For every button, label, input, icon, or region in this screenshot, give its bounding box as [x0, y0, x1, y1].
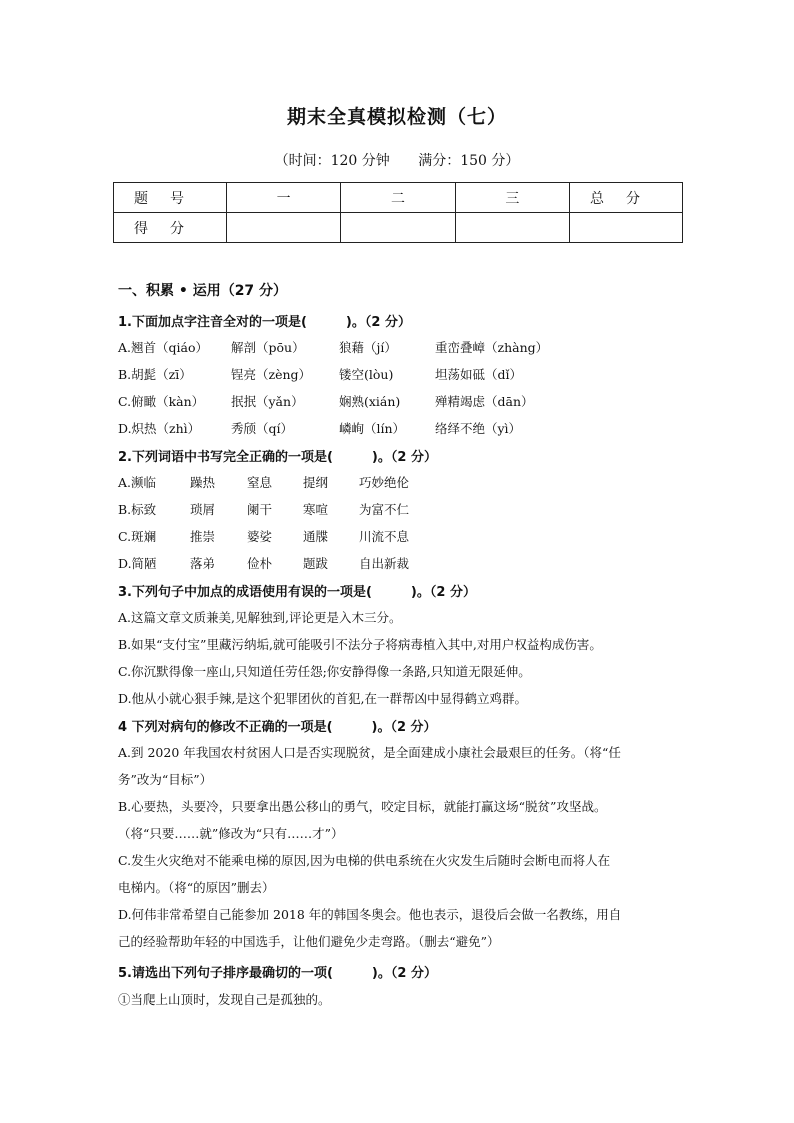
option-term: B.胡髭（zī） [118, 367, 192, 382]
q4-line: 己的经验帮助年轻的中国选手，让他们避免少走弯路。（删去“避免”） [118, 934, 500, 949]
option-term: C.俯瞰（kàn） [118, 394, 205, 409]
option-term: 坦荡如砥（dǐ） [435, 367, 522, 382]
question-5-stem: 5.请选出下列句子排序最确切的一项( )。（2 分） [118, 966, 437, 981]
q4-line: 电梯内。（将“的原因”删去） [118, 880, 275, 895]
score-table-col-2: 二 [341, 183, 455, 213]
q3-option-c: C.你沉默得像一座山,只知道任劳任怨;你安静得像一条路,只知道无限延伸。 [118, 664, 531, 679]
q4-line: 务”改为“目标”） [118, 772, 213, 787]
score-table-header-row [114, 183, 683, 213]
option-term: 络绎不绝（yì） [435, 421, 522, 436]
score-table-score-row [114, 213, 683, 243]
option-term: 解剖（pōu） [231, 340, 305, 355]
option-word: 题跋 [303, 556, 329, 571]
score-cell-3[interactable] [455, 213, 569, 243]
option-word: 窒息 [247, 475, 273, 490]
option-word: 川流不息 [359, 529, 410, 544]
option-term: 娴熟(xián) [339, 394, 401, 409]
q4-line: A.到 2020 年我国农村贫困人口是否实现脱贫，是全面建成小康社会最艰巨的任务。（将“任 [118, 745, 621, 760]
q4-line: B.心要热，头要冷，只要拿出愚公移山的勇气，咬定目标，就能打赢这场“脱贫”攻坚战。 [118, 799, 607, 814]
score-table-col-1: 一 [227, 183, 341, 213]
option-word: 通牒 [303, 529, 329, 544]
q3-option-a: A.这篇文章文质兼美,见解独到,评论更是入木三分。 [118, 610, 402, 625]
question-4-stem: 4 下列对病句的修改不正确的一项是( )。（2 分） [118, 720, 437, 735]
option-term: 抿抿（yǎn） [231, 394, 304, 409]
time-limit: （时间：120 分钟 [274, 153, 390, 169]
question-3-stem: 3.下列句子中加点的成语使用有误的一项是( )。（2 分） [118, 585, 476, 600]
score-table-header-label: 题号 [114, 183, 227, 213]
page-title: 期末全真模拟检测（七） [286, 106, 507, 128]
section-heading: 一、积累 • 运用（27 分） [118, 283, 288, 299]
option-term: 镂空(lòu) [339, 367, 394, 382]
score-table-col-3: 三 [455, 183, 569, 213]
score-table-score-label: 得分 [114, 213, 227, 243]
option-word: 婆娑 [247, 529, 273, 544]
exam-info [0, 150, 794, 170]
option-word: 落弟 [190, 556, 216, 571]
option-word: C.斑斓 [118, 529, 157, 544]
option-word: 为富不仁 [359, 502, 410, 517]
option-term: D.炽热（zhì） [118, 421, 201, 436]
option-word: 自出新裁 [359, 556, 410, 571]
score-table-col-total: 总分 [570, 183, 683, 213]
option-term: 锃亮（zèng） [231, 367, 312, 382]
option-word: A.濒临 [118, 475, 157, 490]
option-word: 琐屑 [190, 502, 216, 517]
q3-option-d: D.他从小就心狠手辣,是这个犯罪团伙的首犯,在一群帮凶中显得鹤立鸡群。 [118, 691, 527, 706]
q4-line: D.何伟非常希望自己能参加 2018 年的韩国冬奥会。他也表示，退役后会做一名教练，用自 [118, 907, 622, 922]
option-term: 狼藉（jí） [339, 340, 397, 355]
option-word: 俭朴 [247, 556, 273, 571]
option-term: 重峦叠嶂（zhàng） [435, 340, 549, 355]
option-term: A.翘首（qiáo） [118, 340, 208, 355]
option-word: 躁热 [190, 475, 216, 490]
option-word: 提纲 [303, 475, 329, 490]
q5-line: ①当爬上山顶时，发现自己是孤独的。 [118, 992, 331, 1007]
score-cell-total[interactable] [570, 213, 683, 243]
option-word: B.标致 [118, 502, 157, 517]
q4-line: C.发生火灾绝对不能乘电梯的原因,因为电梯的供电系统在火灾发生后随时会断电而将人在 [118, 853, 611, 868]
option-term: 殚精竭虑（dān） [435, 394, 534, 409]
question-2-stem: 2.下列词语中书写完全正确的一项是( )。（2 分） [118, 450, 437, 465]
score-cell-1[interactable] [227, 213, 341, 243]
option-term: 嶙峋（lín） [339, 421, 406, 436]
option-word: 阑干 [247, 502, 273, 517]
option-term: 秀颀（qí） [231, 421, 293, 436]
full-score: 满分：150 分） [418, 153, 520, 169]
option-word: 巧妙绝伦 [359, 475, 410, 490]
option-word: D.简陋 [118, 556, 157, 571]
option-word: 推崇 [190, 529, 216, 544]
q3-option-b: B.如果“支付宝”里藏污纳垢,就可能吸引不法分子将病毒植入其中,对用户权益构成伤害。 [118, 637, 602, 652]
score-table [113, 182, 683, 243]
question-1-stem: 1.下面加点字注音全对的一项是( )。（2 分） [118, 315, 411, 330]
q4-line: （将“只要……就”修改为“只有……才”） [118, 826, 344, 841]
option-word: 寒喧 [303, 502, 329, 517]
score-cell-2[interactable] [341, 213, 455, 243]
